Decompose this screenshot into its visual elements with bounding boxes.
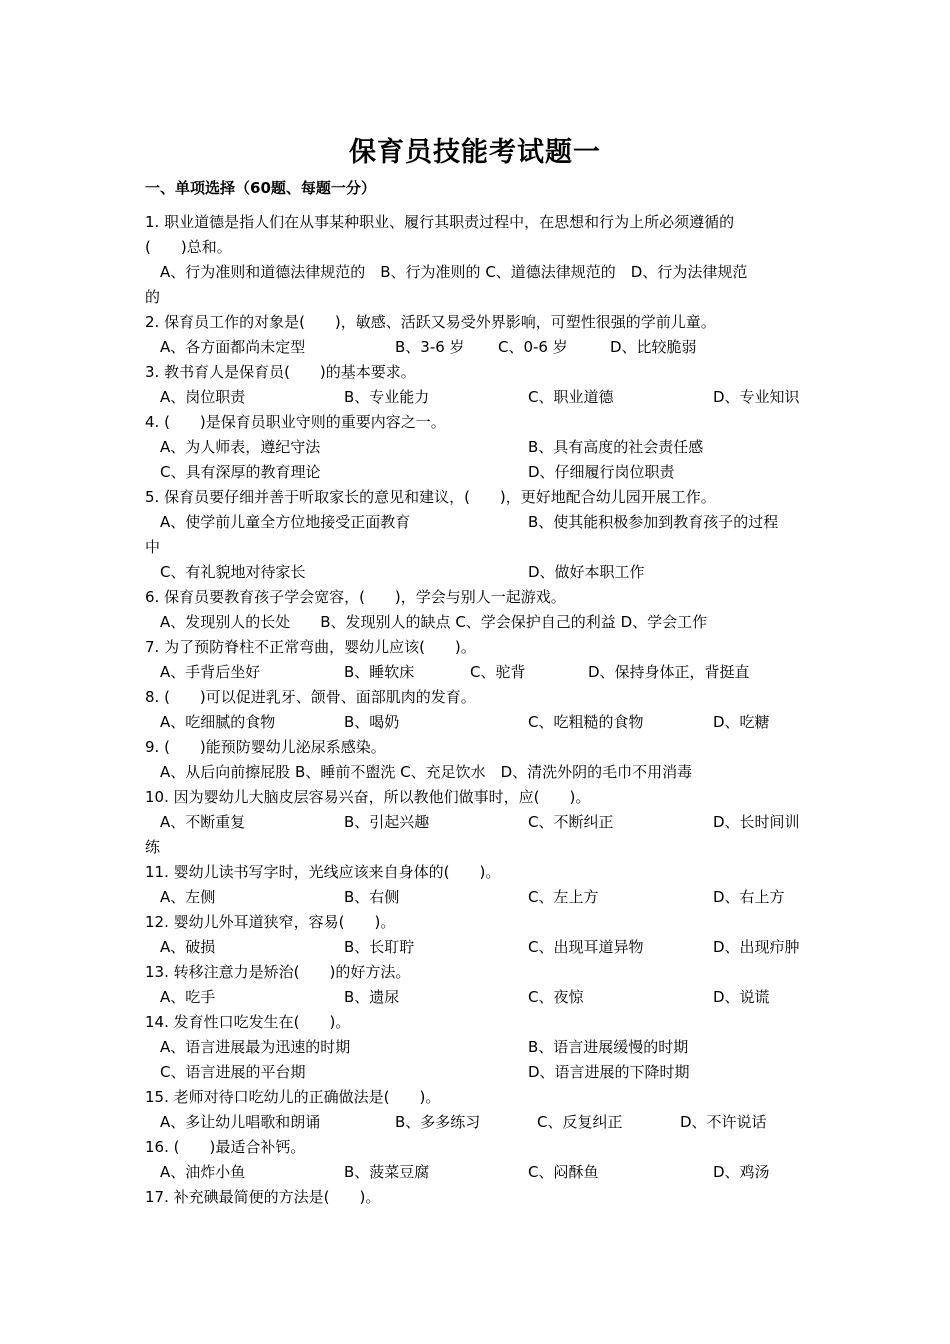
question-10-option-a: A、不断重复 [160, 813, 246, 831]
question-15-option-c: C、反复纠正 [537, 1113, 623, 1131]
question-2-option-d: D、比较脆弱 [610, 338, 697, 356]
question-6-stem: 6. 保育员要教育孩子学会宽容，( )，学会与别人一起游戏。 [145, 588, 566, 606]
question-8-stem: 8. ( )可以促进乳牙、颌骨、面部肌肉的发育。 [145, 688, 476, 706]
question-16-option-d: D、鸡汤 [713, 1163, 770, 1181]
question-13-option-d: D、说谎 [713, 988, 770, 1006]
question-3-option-c: C、职业道德 [528, 388, 614, 406]
question-7-stem: 7. 为了预防脊柱不正常弯曲，婴幼儿应该( )。 [145, 638, 476, 656]
question-3-option-d: D、专业知识 [713, 388, 800, 406]
question-13-option-b: B、遗尿 [344, 988, 400, 1006]
question-3-stem: 3. 教书育人是保育员( )的基本要求。 [145, 363, 416, 381]
question-2-stem: 2. 保育员工作的对象是( )，敏感、活跃又易受外界影响，可塑性很强的学前儿童。 [145, 313, 716, 331]
question-16-option-b: B、菠菜豆腐 [344, 1163, 430, 1181]
question-13-option-a: A、吃手 [160, 988, 216, 1006]
question-3-option-b: B、专业能力 [344, 388, 430, 406]
question-12-option-d: D、出现疖肿 [713, 938, 800, 956]
question-14-option-c: C、语言进展的平台期 [160, 1063, 306, 1081]
question-14-option-b: B、语言进展缓慢的时期 [528, 1038, 689, 1056]
question-9-options: A、从后向前擦屁股 B、睡前不盥洗 C、充足饮水 D、清洗外阴的毛巾不用消毒 [160, 763, 693, 781]
question-8-option-d: D、吃糖 [713, 713, 770, 731]
question-7-option-a: A、手背后坐好 [160, 663, 261, 681]
question-1-options-cont: 的 [145, 288, 161, 306]
question-7-option-d: D、保持身体正，背挺直 [588, 663, 750, 681]
question-10-stem: 10. 因为婴幼儿大脑皮层容易兴奋，所以教他们做事时，应( )。 [145, 788, 591, 806]
question-1-stem-cont: ( )总和。 [145, 238, 232, 256]
question-14-option-a: A、语言进展最为迅速的时期 [160, 1038, 351, 1056]
question-16-option-a: A、油炸小鱼 [160, 1163, 246, 1181]
question-2-option-c: C、0-6 岁 [498, 338, 568, 356]
question-3-option-a: A、岗位职责 [160, 388, 246, 406]
question-5-option-c: C、有礼貌地对待家长 [160, 563, 306, 581]
question-5-option-b: B、使其能积极参加到教育孩子的过程 [528, 513, 779, 531]
question-5-option-a: A、使学前儿童全方位地接受正面教育 [160, 513, 411, 531]
question-4-option-b: B、具有高度的社会责任感 [528, 438, 704, 456]
question-15-option-a: A、多让幼儿唱歌和朗诵 [160, 1113, 321, 1131]
question-8-option-a: A、吃细腻的食物 [160, 713, 276, 731]
question-1-options: A、行为准则和道德法律规范的 B、行为准则的 C、道德法律规范的 D、行为法律规范 [160, 263, 748, 281]
question-16-option-c: C、闷酥鱼 [528, 1163, 599, 1181]
question-6-options: A、发现别人的长处 B、发现别人的缺点 C、学会保护自己的利益 D、学会工作 [160, 613, 708, 631]
page-title: 保育员技能考试题一 [349, 137, 601, 168]
question-13-option-c: C、夜惊 [528, 988, 584, 1006]
question-4-option-c: C、具有深厚的教育理论 [160, 463, 321, 481]
question-1-stem: 1. 职业道德是指人们在从事某种职业、履行其职责过程中，在思想和行为上所必须遵循的 [145, 213, 735, 231]
question-11-option-d: D、右上方 [713, 888, 785, 906]
question-11-option-b: B、右侧 [344, 888, 400, 906]
question-8-option-b: B、喝奶 [344, 713, 400, 731]
question-10-option-d: D、长时间训 [713, 813, 800, 831]
question-15-option-d: D、不许说话 [680, 1113, 767, 1131]
question-5-option-d: D、做好本职工作 [528, 563, 645, 581]
question-10-option-b: B、引起兴趣 [344, 813, 430, 831]
question-2-option-b: B、3-6 岁 [395, 338, 465, 356]
question-5-stem: 5. 保育员要仔细并善于听取家长的意见和建议，( )，更好地配合幼儿园开展工作。 [145, 488, 716, 506]
question-4-stem: 4. ( )是保育员职业守则的重要内容之一。 [145, 413, 446, 431]
question-16-stem: 16. ( )最适合补钙。 [145, 1138, 306, 1156]
question-12-option-c: C、出现耳道异物 [528, 938, 644, 956]
question-7-option-b: B、睡软床 [344, 663, 415, 681]
question-4-option-a: A、为人师表，遵纪守法 [160, 438, 321, 456]
question-4-option-d: D、仔细履行岗位职责 [528, 463, 675, 481]
question-12-option-b: B、长耵聍 [344, 938, 415, 956]
question-10-option-c: C、不断纠正 [528, 813, 614, 831]
question-11-stem: 11. 婴幼儿读书写字时，光线应该来自身体的( )。 [145, 863, 501, 881]
question-8-option-c: C、吃粗糙的食物 [528, 713, 644, 731]
question-17-stem: 17. 补充碘最简便的方法是( )。 [145, 1188, 381, 1206]
question-7-option-c: C、驼背 [470, 663, 526, 681]
question-11-option-a: A、左侧 [160, 888, 216, 906]
question-9-stem: 9. ( )能预防婴幼儿泌尿系感染。 [145, 738, 386, 756]
question-2-option-a: A、各方面都尚未定型 [160, 338, 306, 356]
question-14-option-d: D、语言进展的下降时期 [528, 1063, 690, 1081]
question-12-option-a: A、破损 [160, 938, 216, 956]
question-12-stem: 12. 婴幼儿外耳道狭窄，容易( )。 [145, 913, 396, 931]
question-13-stem: 13. 转移注意力是矫治( )的好方法。 [145, 963, 411, 981]
section-heading: 一、单项选择（60题、每题一分） [145, 179, 376, 197]
question-5-option-b-cont: 中 [145, 538, 161, 556]
question-11-option-c: C、左上方 [528, 888, 599, 906]
question-10-option-d-cont: 练 [145, 838, 161, 856]
question-15-stem: 15. 老师对待口吃幼儿的正确做法是( )。 [145, 1088, 441, 1106]
question-14-stem: 14. 发育性口吃发生在( )。 [145, 1013, 351, 1031]
question-15-option-b: B、多多练习 [395, 1113, 481, 1131]
